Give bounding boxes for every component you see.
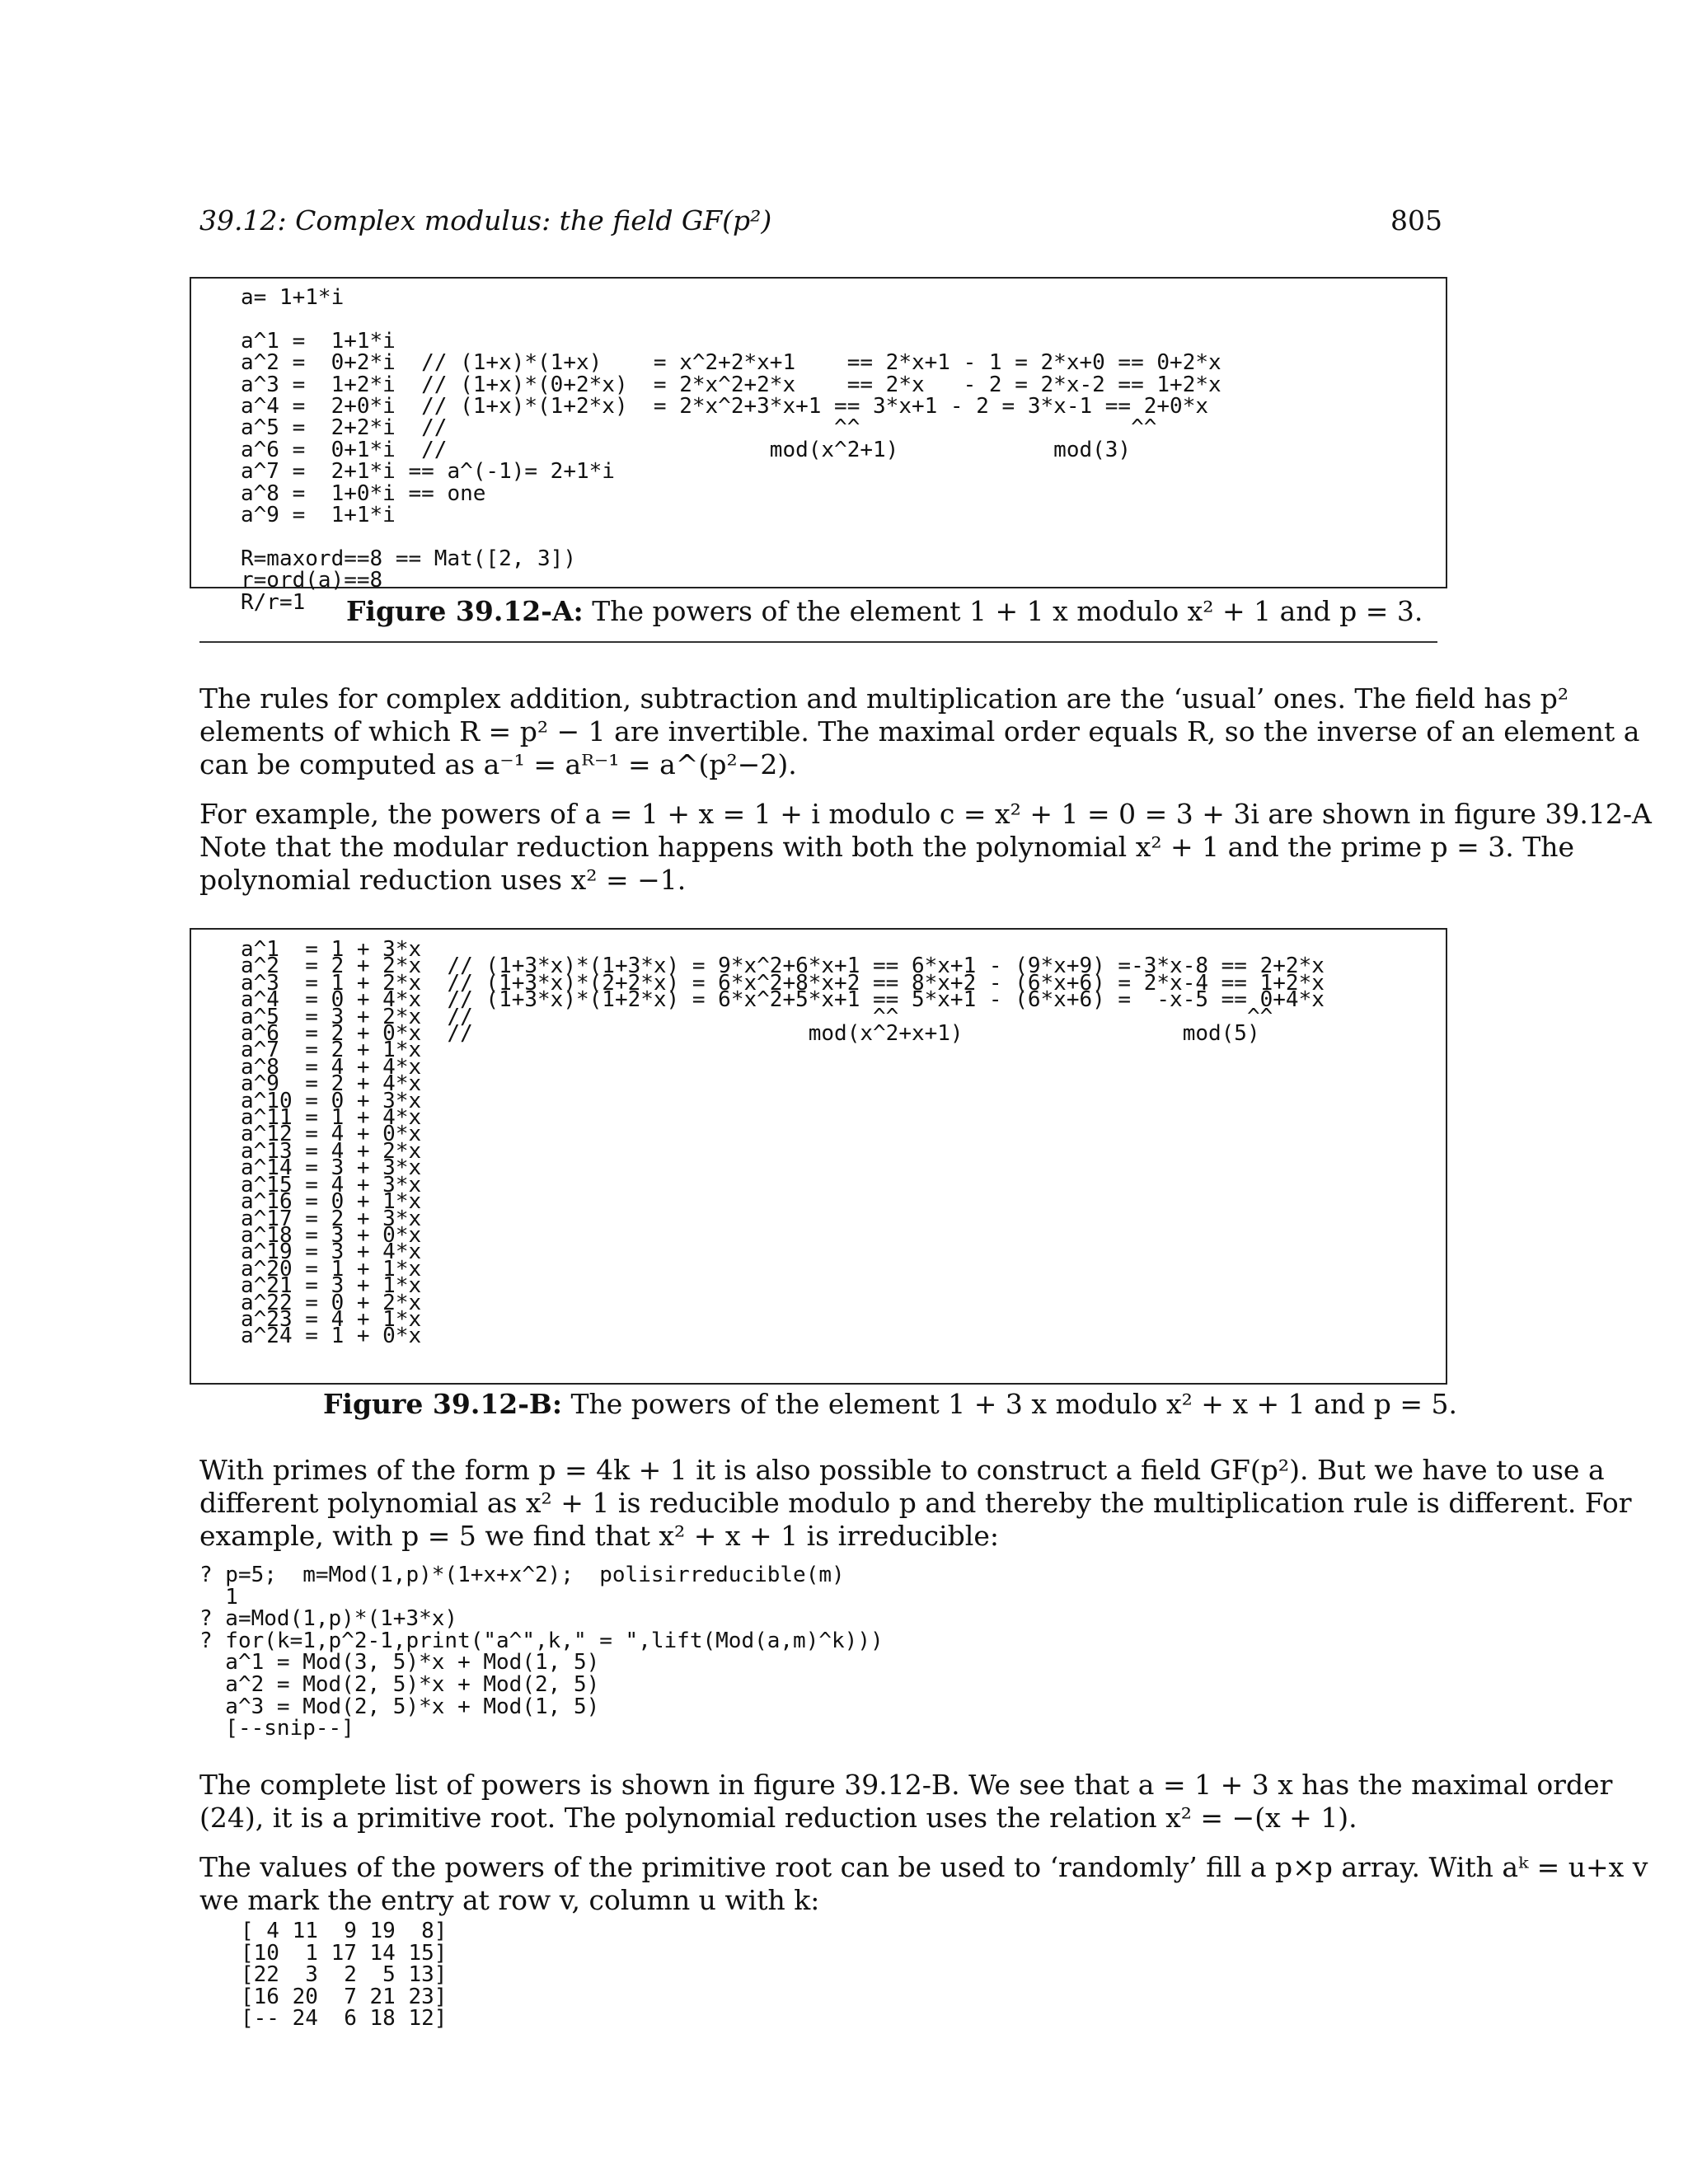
gp-session-code: ? p=5; m=Mod(1,p)*(1+x+x^2); polisirreducible(m) 1 ? a=Mod(1,p)*(1+3*x) ? for(k=1,p^2-1,print("a^",k," = ",lift(Mod(a,m)^k))) a^1 = Mod(3, 5)*x + Mod(1, 5) a^2 = Mod(2, 5)*x + Mod(2, 5) a^3 = Mod(2, 5)*x + Mod(1, 5) [--snip--]: [199, 1563, 884, 1741]
page-number: 805: [1390, 204, 1442, 237]
paragraph-random-fill: [199, 1851, 1648, 1917]
paragraph-line: example, with p = 5 we find that x² + x + 1 is irreducible:: [199, 1520, 999, 1552]
figure-39-12-a-caption: [346, 595, 1423, 627]
paragraph-line: polynomial reduction uses x² = −1.: [199, 864, 687, 896]
figure-39-12-a-caption-label: Figure 39.12-A:: [346, 595, 584, 627]
paragraph-line: The complete list of powers is shown in figure 39.12-B. We see that a = 1 + 3 x has the maximal order: [199, 1769, 1613, 1801]
figure-39-12-a-rule: [199, 641, 1437, 643]
pxp-array-code: [ 4 11 9 19 8] [10 1 17 14 15] [22 3 2 5 13] [16 20 7 21 23] [-- 24 6 18 12]: [241, 1919, 448, 2032]
figure-39-12-b-box: [190, 928, 1447, 1385]
figure-39-12-b-caption: [323, 1388, 1457, 1420]
paragraph-line: The rules for complex addition, subtraction and multiplication are the ‘usual’ ones. The field has p²: [199, 682, 1569, 715]
paragraph-line: (24), it is a primitive root. The polynomial reduction uses the relation x² = −(x + 1).: [199, 1802, 1357, 1834]
paragraph-example-powers: [199, 798, 1652, 897]
figure-39-12-a-code: a= 1+1*i a^1 = 1+1*i a^2 = 0+2*i // (1+x)*(1+x) = x^2+2*x+1 == 2*x+1 - 1 = 2*x+0 == 0+2*x a^3 = 1+2*i // (1+x)*(0+2*x) = 2*x^2+2*x == 2*x - 2 = 2*x-2 == 1+2*x a^4 = 2+0*i // (1+x)*(1+2*x) = 2*x^2+3*x+1 == 3*x+1 - 2 = 3*x-1 == 2+0*x a^5 = 2+2*i // ^^ ^^ a^6 = 0+1*i // mod(x^2+1) mod(3) a^7 = 2+1*i == a^(-1)= 2+1*i a^8 = 1+0*i == one a^9 = 1+1*i R=maxord==8 == Mat([2, 3]) r=ord(a)==8 R/r=1: [241, 285, 1221, 615]
paragraph-primes-4k1: [199, 1454, 1632, 1553]
paragraph-line: different polynomial as x² + 1 is reducible modulo p and thereby the multiplication rule is different. For: [199, 1487, 1632, 1519]
paragraph-complex-rules: [199, 682, 1640, 781]
figure-39-12-a-caption-text: The powers of the element 1 + 1 x modulo x² + 1 and p = 3.: [592, 595, 1423, 627]
paragraph-line: With primes of the form p = 4k + 1 it is also possible to construct a field GF(p²). But we have to use a: [199, 1454, 1605, 1486]
figure-39-12-b-caption-label: Figure 39.12-B:: [323, 1388, 563, 1420]
figure-39-12-b-code: a^1 = 1 + 3*x a^2 = 2 + 2*x // (1+3*x)*(1+3*x) = 9*x^2+6*x+1 == 6*x+1 - (9*x+9) =-3*x-8 == 2+2*x a^3 = 1 + 2*x // (1+3*x)*(2+2*x) = 6*x^2+8*x+2 == 8*x+2 - (6*x+6) = 2*x-4 == 1+2*x a^4 = 0 + 4*x // (1+3*x)*(1+2*x) = 6*x^2+5*x+1 == 5*x+1 - (6*x+6) = -x-5 == 0+4*x a^5 = 3 + 2*x // ^^ ^^ a^6 = 2 + 0*x // mod(x^2+x+1) mod(5) a^7 = 2 + 1*x a^8 = 4 + 4*x a^9 = 2 + 4*x a^10 = 0 + 3*x a^11 = 1 + 4*x a^12 = 4 + 0*x a^13 = 4 + 2*x a^14 = 3 + 3*x a^15 = 4 + 3*x a^16 = 0 + 1*x a^17 = 2 + 3*x a^18 = 3 + 0*x a^19 = 3 + 4*x a^20 = 1 + 1*x a^21 = 3 + 1*x a^22 = 0 + 2*x a^23 = 4 + 1*x a^24 = 1 + 0*x: [241, 937, 1325, 1349]
paragraph-complete-list: [199, 1769, 1613, 1835]
paragraph-line: Note that the modular reduction happens with both the polynomial x² + 1 and the prime p = 3. The: [199, 831, 1575, 863]
paragraph-line: The values of the powers of the primitive root can be used to ‘randomly’ fill a p×p array. With aᵏ = u+x v: [199, 1851, 1648, 1883]
figure-39-12-b-caption-text: The powers of the element 1 + 3 x modulo x² + x + 1 and p = 5.: [570, 1388, 1457, 1420]
running-header-title: 39.12: Complex modulus: the field GF(p²): [199, 204, 772, 237]
paragraph-line: elements of which R = p² − 1 are invertible. The maximal order equals R, so the inverse of an element a: [199, 715, 1640, 748]
paragraph-line: For example, the powers of a = 1 + x = 1 + i modulo c = x² + 1 = 0 = 3 + 3i are shown in figure 39.12-A: [199, 798, 1652, 830]
paragraph-line: can be computed as a⁻¹ = aᴿ⁻¹ = a^(p²−2).: [199, 748, 797, 780]
paragraph-line: we mark the entry at row v, column u with k:: [199, 1884, 820, 1916]
